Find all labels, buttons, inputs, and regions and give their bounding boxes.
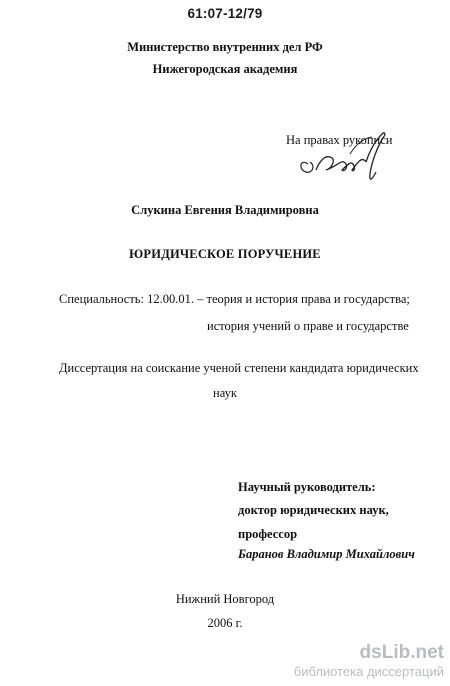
specialty-line-1: Специальность: 12.00.01. – теория и история права и государства; xyxy=(59,292,410,306)
supervisor-rank: профессор xyxy=(238,527,298,541)
degree-statement-line-1: Диссертация на соискание ученой степени кандидата юридических xyxy=(59,361,419,375)
city: Нижний Новгород xyxy=(175,592,275,606)
watermark-subtitle: библиотека диссертаций xyxy=(293,664,444,679)
watermark xyxy=(294,643,444,680)
supervisor-label: Научный руководитель: xyxy=(238,480,376,494)
dissertation-title: ЮРИДИЧЕСКОЕ ПОРУЧЕНИЕ xyxy=(129,247,321,261)
supervisor-name: Баранов Владимир Михайлович xyxy=(238,547,415,561)
degree-statement-line-2: наук xyxy=(213,386,237,400)
manuscript-note: На правах рукописи xyxy=(286,133,393,147)
academy-name: Нижегородская академия xyxy=(152,62,298,76)
archive-code: 61:07-12/79 xyxy=(187,6,263,21)
ministry-name: Министерство внутренних дел РФ xyxy=(127,40,323,54)
signature-icon xyxy=(286,120,396,190)
supervisor-degree: доктор юридических наук, xyxy=(238,503,389,517)
author-name: Слукина Евгения Владимировна xyxy=(131,203,319,217)
specialty-line-2: история учений о праве и государстве xyxy=(207,319,409,333)
year: 2006 г. xyxy=(207,616,243,630)
watermark-domain: dsLib.net xyxy=(359,642,444,663)
